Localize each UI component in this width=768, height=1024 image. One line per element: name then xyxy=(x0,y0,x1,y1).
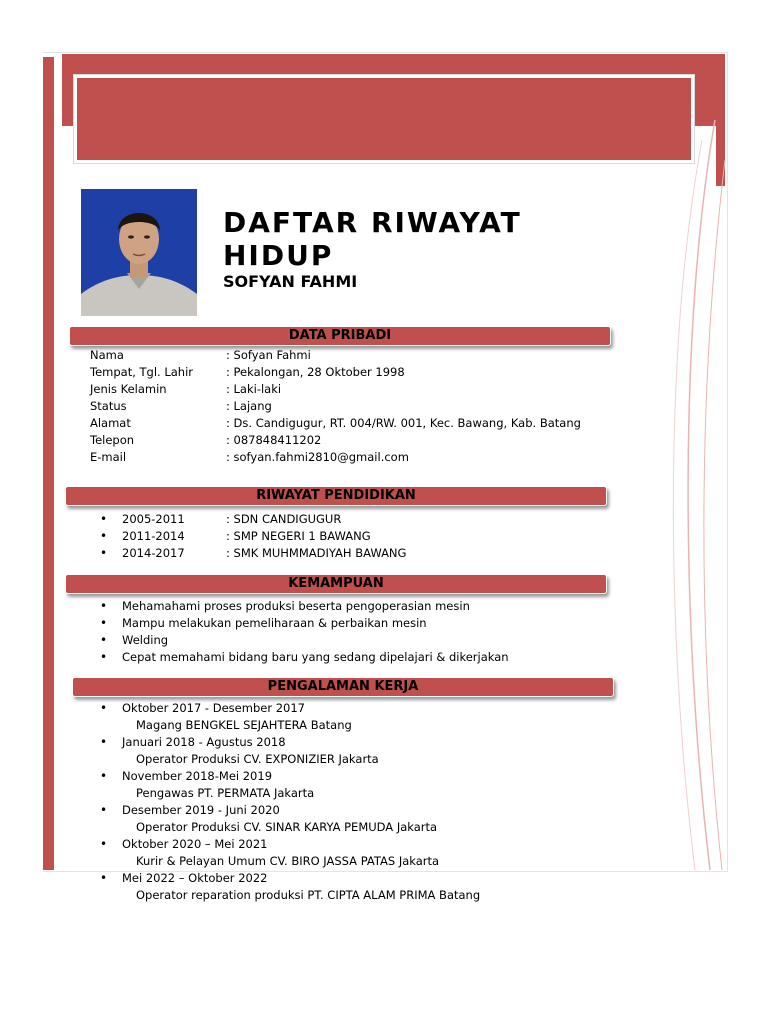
education-years: • 2005-2011 xyxy=(122,512,185,526)
personal-label-status: Status xyxy=(90,399,127,413)
education-years: • 2011-2014 xyxy=(122,529,185,543)
decorative-curves xyxy=(640,120,730,870)
experience-role: Operator Produksi CV. SINAR KARYA PEMUDA Jakarta xyxy=(136,820,438,834)
experience-role: Kurir & Pelayan Umum CV. BIRO JASSA PATAS Jakarta xyxy=(136,854,440,868)
personal-value-gender: : Laki-laki xyxy=(226,382,282,396)
personal-label-name: Nama xyxy=(90,348,124,362)
personal-value-status: : Lajang xyxy=(226,399,272,413)
skill-item: • Mampu melakukan pemeliharaan & perbaikan mesin xyxy=(122,616,427,630)
profile-photo xyxy=(81,189,197,316)
section-header-education: RIWAYAT PENDIDIKAN xyxy=(65,486,607,506)
experience-period: • Oktober 2017 - Desember 2017 xyxy=(122,701,305,715)
section-header-personal: DATA PRIBADI xyxy=(69,326,611,346)
education-school: : SMP NEGERI 1 BAWANG xyxy=(226,529,371,543)
personal-value-birth: : Pekalongan, 28 Oktober 1998 xyxy=(226,365,405,379)
personal-label-address: Alamat xyxy=(90,416,131,430)
experience-period: • Oktober 2020 – Mei 2021 xyxy=(122,837,267,851)
document-title: DAFTAR RIWAYAT HIDUP xyxy=(223,206,522,272)
personal-value-email: : sofyan.fahmi2810@gmail.com xyxy=(226,450,409,464)
skill-item: • Welding xyxy=(122,633,168,647)
personal-label-gender: Jenis Kelamin xyxy=(90,382,167,396)
header-banner xyxy=(74,75,694,163)
experience-period: • November 2018-Mei 2019 xyxy=(122,769,272,783)
person-name: SOFYAN FAHMI xyxy=(223,272,358,291)
experience-role: Pengawas PT. PERMATA Jakarta xyxy=(136,786,315,800)
personal-value-name: : Sofyan Fahmi xyxy=(226,348,311,362)
skill-item: • Cepat memahami bidang baru yang sedang dipelajari & dikerjakan xyxy=(122,650,509,664)
experience-role: Magang BENGKEL SEJAHTERA Batang xyxy=(136,718,352,732)
personal-label-birth: Tempat, Tgl. Lahir xyxy=(90,365,194,379)
experience-period: • Mei 2022 – Oktober 2022 xyxy=(122,871,267,885)
experience-period: • Januari 2018 - Agustus 2018 xyxy=(122,735,286,749)
education-school: : SMK MUHMMADIYAH BAWANG xyxy=(226,546,407,560)
skill-item: • Mehamahami proses produksi beserta pengoperasian mesin xyxy=(122,599,470,613)
personal-value-phone: : 087848411202 xyxy=(226,433,322,447)
education-years: • 2014-2017 xyxy=(122,546,185,560)
section-header-skills: KEMAMPUAN xyxy=(65,574,607,594)
experience-role: Operator reparation produksi PT. CIPTA ALAM PRIMA Batang xyxy=(136,888,481,902)
experience-role: Operator Produksi CV. EXPONIZIER Jakarta xyxy=(136,752,379,766)
education-school: : SDN CANDIGUGUR xyxy=(226,512,342,526)
personal-label-phone: Telepon xyxy=(90,433,135,447)
left-accent-bar xyxy=(43,57,54,870)
personal-label-email: E-mail xyxy=(90,450,127,464)
experience-period: • Desember 2019 - Juni 2020 xyxy=(122,803,280,817)
section-header-experience: PENGALAMAN KERJA xyxy=(72,677,614,697)
personal-value-address: : Ds. Candigugur, RT. 004/RW. 001, Kec. Bawang, Kab. Batang xyxy=(226,416,581,430)
